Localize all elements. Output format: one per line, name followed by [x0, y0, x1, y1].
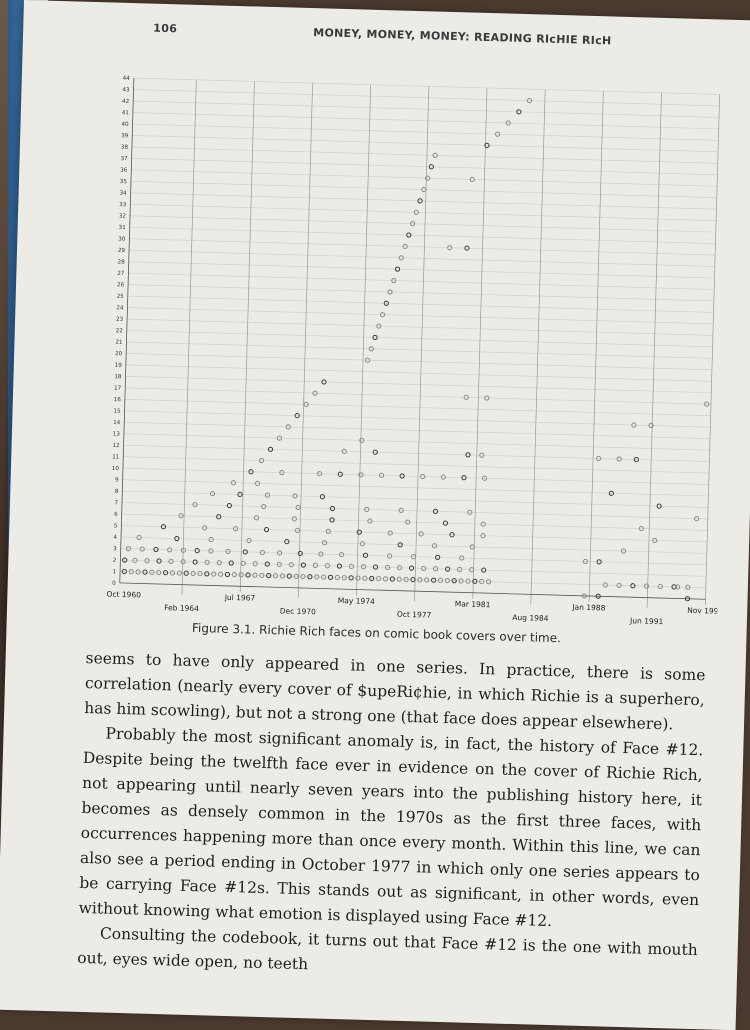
y-tick-label: 24	[116, 305, 124, 312]
y-tick-label: 43	[122, 87, 130, 94]
body-text	[77, 646, 706, 988]
y-tick-label: 2	[112, 557, 117, 564]
y-tick-label: 6	[114, 511, 118, 518]
x-tick-label: Jun 1991	[630, 616, 664, 627]
paragraph-2: Probably the most significant anomaly is, in fact, the history of Face #12. Despite being the twelfth face ever in evidence on the cover of Richie Rich, not appearing until nearly seven years into the publishing history here, it becomes as densely common in the 1970s as the first three faces, with occurrences happening more than once every month. Within this line, we can also see a period ending in October 1977 in which only one series appears to be carrying Face #12s. This stands out as significant, in other words, even without knowing what emotion is displayed using Face #12.	[78, 724, 704, 931]
figure-caption: Figure 3.1. Richie Rich faces on comic book covers over time.	[191, 620, 562, 646]
y-tick-label: 26	[116, 282, 125, 289]
y-tick-label: 33	[119, 201, 127, 209]
y-tick-label: 39	[121, 133, 129, 140]
y-tick-label: 0	[112, 580, 116, 587]
y-tick-label: 37	[120, 156, 128, 163]
y-tick-label: 23	[115, 316, 124, 323]
y-tick-label: 38	[120, 144, 128, 151]
y-tick-label: 3	[113, 546, 117, 553]
y-tick-label: 31	[118, 224, 126, 232]
y-tick-label: 34	[119, 190, 127, 197]
y-tick-label: 5	[113, 523, 118, 530]
x-tick-label: Aug 1984	[512, 612, 549, 623]
y-tick-label: 15	[113, 408, 121, 415]
x-tick-label: Oct 1960	[106, 589, 142, 600]
x-tick-label: Jul 1967	[224, 592, 256, 603]
y-tick-label: 40	[121, 121, 129, 128]
scatter-chart	[77, 62, 732, 640]
page-number: 106	[153, 21, 178, 36]
grid-line-vertical	[647, 93, 661, 608]
y-tick-label: 22	[115, 328, 123, 335]
y-tick-label: 28	[117, 259, 125, 266]
y-tick-label: 1	[112, 569, 117, 576]
y-tick-label: 35	[119, 179, 128, 186]
y-tick-label: 14	[113, 419, 121, 427]
x-tick-label: Jan 1988	[572, 602, 606, 613]
y-tick-label: 4	[113, 534, 118, 541]
y-tick-label: 41	[121, 110, 129, 117]
grid-line-vertical	[705, 94, 719, 605]
y-tick-label: 25	[116, 293, 124, 300]
y-tick-label: 36	[120, 167, 128, 174]
y-tick-label: 29	[117, 247, 126, 255]
x-tick-label: Dec 1970	[279, 606, 316, 617]
y-tick-label: 8	[114, 488, 119, 496]
y-tick-label: 7	[114, 500, 119, 507]
y-tick-label: 10	[111, 465, 120, 473]
x-tick-label: Oct 1977	[396, 609, 432, 620]
y-tick-label: 18	[114, 374, 122, 381]
y-tick-label: 20	[114, 351, 123, 358]
grid-line-vertical	[240, 81, 254, 592]
grid-line-vertical	[531, 90, 545, 605]
paragraph-1: seems to have only appeared in one series. In practice, there is some correlation (nearly every cover of $upeRi¢hie, in which Richie is a superhero, has him scowling), but not a strong one (that face does appear elsewhere).	[84, 648, 706, 734]
x-tick-label: Nov 1994	[687, 605, 724, 616]
page-header	[153, 21, 643, 48]
grid-line-vertical	[415, 86, 429, 601]
y-tick-label: 30	[118, 236, 126, 243]
y-tick-label: 27	[117, 270, 125, 278]
x-tick-label: May 1974	[337, 595, 375, 607]
y-tick-label: 12	[112, 442, 120, 450]
running-head: MONEY, MONEY, MONEY: READING RIcHIE RIcH	[313, 26, 612, 48]
x-tick-label: Mar 1981	[454, 599, 491, 610]
y-tick-label: 42	[121, 98, 130, 105]
y-tick-label: 17	[113, 385, 122, 392]
grid-line-vertical	[182, 80, 196, 595]
y-tick-label: 32	[118, 213, 127, 220]
y-tick-label: 44	[122, 75, 130, 82]
y-tick-label: 13	[112, 431, 120, 438]
y-tick-label: 11	[112, 454, 120, 461]
y-tick-label: 9	[114, 477, 119, 484]
y-tick-label: 16	[113, 397, 121, 404]
y-tick-label: 19	[114, 362, 122, 369]
y-tick-label: 21	[115, 339, 123, 346]
grid-line-vertical	[589, 91, 603, 602]
grid-line-vertical	[298, 83, 312, 598]
x-tick-label: Feb 1964	[164, 603, 200, 614]
paragraph-3: Consulting the codebook, it turns out that Face #12 is the one with mouth out, eyes wide open, no teeth	[77, 924, 698, 974]
